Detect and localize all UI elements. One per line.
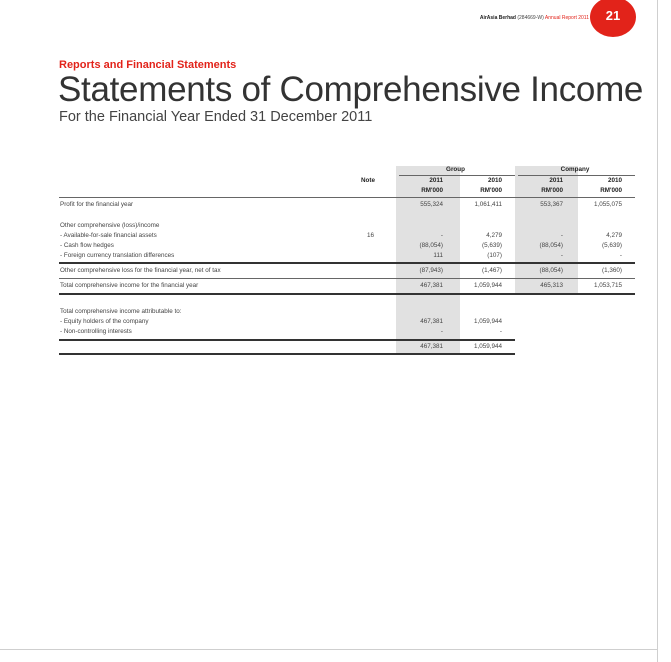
row-label-total: Total comprehensive income for the financial year	[60, 282, 199, 289]
oci-note: 16	[367, 232, 375, 239]
unit-header: RM'000	[421, 187, 443, 194]
cell-value: 1,055,075	[593, 201, 622, 208]
cell-value: 553,367	[540, 201, 563, 208]
cell-value: 465,313	[540, 282, 563, 289]
running-header	[480, 15, 589, 21]
cell-value: 111	[433, 252, 443, 259]
header-rule	[59, 197, 635, 198]
company-header-rule	[518, 175, 635, 176]
cell-value: (88,054)	[539, 242, 563, 249]
cell-value: 467,381	[420, 282, 443, 289]
cell-value: 1,061,411	[474, 201, 502, 208]
page-subtitle: For the Financial Year Ended 31 December 2011	[59, 109, 373, 125]
cell-value: 1,059,944	[473, 343, 502, 350]
subtotal-rule	[59, 262, 635, 264]
cell-value: 1,053,715	[593, 282, 622, 289]
row-label-profit: Profit for the financial year	[60, 201, 134, 208]
group-header-rule	[399, 175, 515, 176]
header-company: AirAsia Berhad	[479, 15, 516, 21]
row-label-nci: - Non-controlling interests	[60, 328, 132, 335]
note-header: Note	[361, 177, 375, 184]
unit-header: RM'000	[480, 187, 502, 194]
row-heading-attributable: Total comprehensive income attributable to:	[60, 308, 182, 315]
group-2011-shade	[396, 166, 460, 354]
cell-value: -	[619, 252, 622, 259]
cell-value: (107)	[487, 252, 502, 259]
row-rule	[59, 278, 635, 279]
row-label-cash-flow-hedges: - Cash flow hedges	[60, 242, 114, 249]
year-header: 2010	[607, 177, 622, 184]
cell-value: 467,381	[420, 318, 443, 325]
cell-value: (5,639)	[602, 242, 622, 249]
cell-value: 467,381	[420, 343, 443, 350]
cell-value: -	[499, 328, 502, 335]
row-label-afs: - Available-for-sale financial assets	[60, 232, 157, 239]
cell-value: -	[440, 232, 443, 239]
row-label-equity-holders: - Equity holders of the company	[60, 318, 149, 325]
header-report: Annual Report 2011	[544, 15, 589, 21]
attrib-total-rule	[59, 353, 515, 355]
unit-header: RM'000	[600, 187, 622, 194]
group-header: Group	[446, 166, 465, 173]
cell-value: 1,059,944	[473, 318, 502, 325]
section-label: Reports and Financial Statements	[59, 59, 237, 71]
total-rule	[59, 293, 635, 295]
unit-header: RM'000	[541, 187, 563, 194]
cell-value: -	[560, 232, 563, 239]
page-edge-right	[657, 0, 658, 662]
header-reg-no: (284669-W)	[517, 15, 544, 21]
page-number-badge: 21	[590, 0, 636, 37]
cell-value: (1,360)	[602, 267, 622, 274]
cell-value: (87,943)	[419, 267, 443, 274]
row-heading-oci: Other comprehensive (loss)/income	[60, 222, 160, 229]
year-header: 2010	[487, 177, 502, 184]
cell-value: (88,054)	[539, 267, 563, 274]
cell-value: -	[440, 328, 443, 335]
cell-value: 555,324	[420, 201, 443, 208]
cell-value: (5,639)	[482, 242, 502, 249]
company-header: Company	[560, 166, 590, 173]
company-2011-shade	[515, 166, 578, 294]
row-label-oci-total: Other comprehensive loss for the financial year, net of tax	[60, 267, 221, 274]
attrib-rule	[59, 339, 515, 341]
cell-value: (1,467)	[482, 267, 502, 274]
cell-value: (88,054)	[419, 242, 443, 249]
cell-value: 1,059,944	[473, 282, 502, 289]
row-label-fx-translation: - Foreign currency translation differences	[60, 252, 175, 259]
page-title: Statements of Comprehensive Income	[58, 70, 644, 109]
year-header: 2011	[549, 177, 563, 184]
page-edge-bottom	[0, 649, 657, 650]
year-header: 2011	[429, 177, 443, 184]
cell-value: 4,279	[606, 232, 622, 239]
cell-value: 4,279	[486, 232, 502, 239]
cell-value: -	[560, 252, 563, 259]
